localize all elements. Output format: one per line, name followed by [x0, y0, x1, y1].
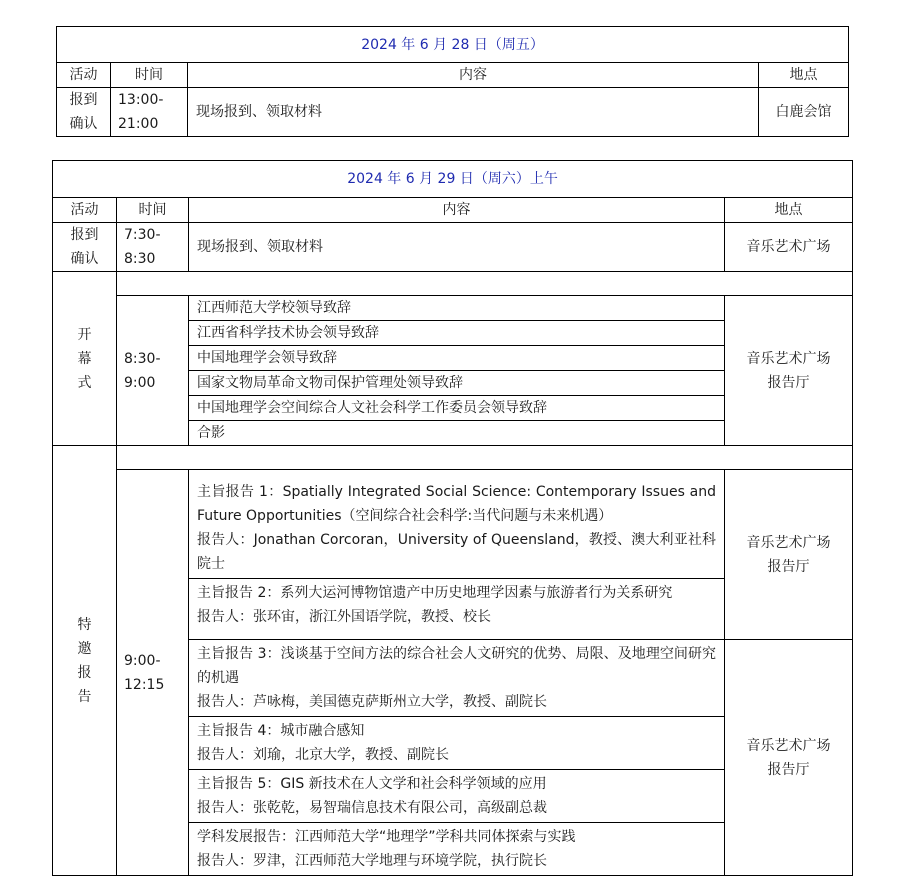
report-title: 学科发展报告：江西师范大学“地理学”学科共同体探索与实践 — [197, 829, 576, 845]
header-place: 地点 — [759, 63, 849, 88]
opening-place-cell: 音乐艺术广场 报告厅 — [725, 296, 853, 446]
list-item: 合影 — [197, 425, 225, 441]
place-cell: 白鹿会馆 — [759, 88, 849, 137]
report-item — [189, 579, 724, 632]
report-speaker: 报告人：刘瑜，北京大学，教授、副院长 — [197, 747, 449, 763]
schedule-table-june-28 — [56, 26, 849, 137]
header-activity: 活动 — [57, 63, 111, 88]
opening-items-list — [189, 296, 724, 445]
content-cell: 现场报到、领取材料 — [188, 88, 759, 137]
report-title: 主旨报告 5：GIS 新技术在人文学和社会科学领域的应用 — [197, 776, 547, 792]
invited-time-cell: 9:00- 12:15 — [117, 470, 189, 876]
table-title: 2024 年 6 月 28 日（周五） — [57, 27, 849, 63]
report-speaker: 报告人：芦咏梅，美国德克萨斯州立大学，教授、副院长 — [197, 694, 547, 710]
header-time: 时间 — [117, 198, 189, 223]
report-item — [189, 717, 724, 770]
report-speaker: 报告人：张乾乾，易智瑞信息技术有限公司，高级副总裁 — [197, 800, 547, 816]
content-cell: 现场报到、领取材料 — [189, 223, 725, 272]
invited-group2-place-cell: 音乐艺术广场 报告厅 — [725, 640, 853, 876]
report-speaker: 报告人：张环宙，浙江外国语学院，教授、校长 — [197, 609, 491, 625]
header-activity: 活动 — [53, 198, 117, 223]
report-title: 主旨报告 4：城市融合感知 — [197, 723, 365, 739]
report-item — [189, 640, 724, 717]
table-title: 2024 年 6 月 29 日（周六）上午 — [53, 161, 853, 198]
report-speaker: 报告人：Jonathan Corcoran，University of Queensland，教授、澳大利亚社科院士 — [197, 532, 716, 572]
list-item: 江西师范大学校领导致辞 — [189, 296, 724, 321]
activity-cell: 报到 确认 — [57, 88, 111, 137]
report-speaker: 报告人：罗津，江西师范大学地理与环境学院，执行院长 — [197, 853, 547, 869]
list-item: 国家文物局革命文物司保护管理处领导致辞 — [189, 371, 724, 396]
header-time: 时间 — [111, 63, 188, 88]
invited-group1-place-cell: 音乐艺术广场 报告厅 — [725, 470, 853, 640]
list-item: 中国地理学会领导致辞 — [189, 346, 724, 371]
opening-time-cell: 8:30- 9:00 — [117, 296, 189, 446]
invited-group1-list — [189, 478, 724, 631]
report-title: 主旨报告 2：系列大运河博物馆遗产中历史地理学因素与旅游者行为关系研究 — [197, 585, 673, 601]
list-item: 江西省科学技术协会领导致辞 — [189, 321, 724, 346]
place-cell: 音乐艺术广场 — [725, 223, 853, 272]
header-content: 内容 — [188, 63, 759, 88]
invited-activity-cell: 特 邀 报 告 — [53, 446, 117, 876]
time-cell: 13:00- 21:00 — [111, 88, 188, 137]
report-item — [189, 478, 724, 579]
invited-group2-list — [189, 640, 724, 875]
activity-cell: 报到 确认 — [53, 223, 117, 272]
report-title: 主旨报告 3：浅谈基于空间方法的综合社会人文研究的优势、局限、及地理空间研究的机遇 — [197, 646, 716, 686]
invited-spacer-row — [117, 446, 853, 470]
header-content: 内容 — [189, 198, 725, 223]
time-cell: 7:30- 8:30 — [117, 223, 189, 272]
list-item: 中国地理学会空间综合人文社会科学工作委员会领导致辞 — [189, 396, 724, 421]
report-title: 主旨报告 1：Spatially Integrated Social Science: Contemporary Issues and Future Opportunities（空间综合社会科学:当代问题与未来机遇） — [197, 484, 716, 524]
report-item — [189, 770, 724, 823]
opening-activity-cell: 开 幕 式 — [53, 272, 117, 446]
header-place: 地点 — [725, 198, 853, 223]
opening-spacer-row — [117, 272, 853, 296]
schedule-table-june-29 — [52, 160, 853, 876]
report-item — [189, 823, 724, 876]
